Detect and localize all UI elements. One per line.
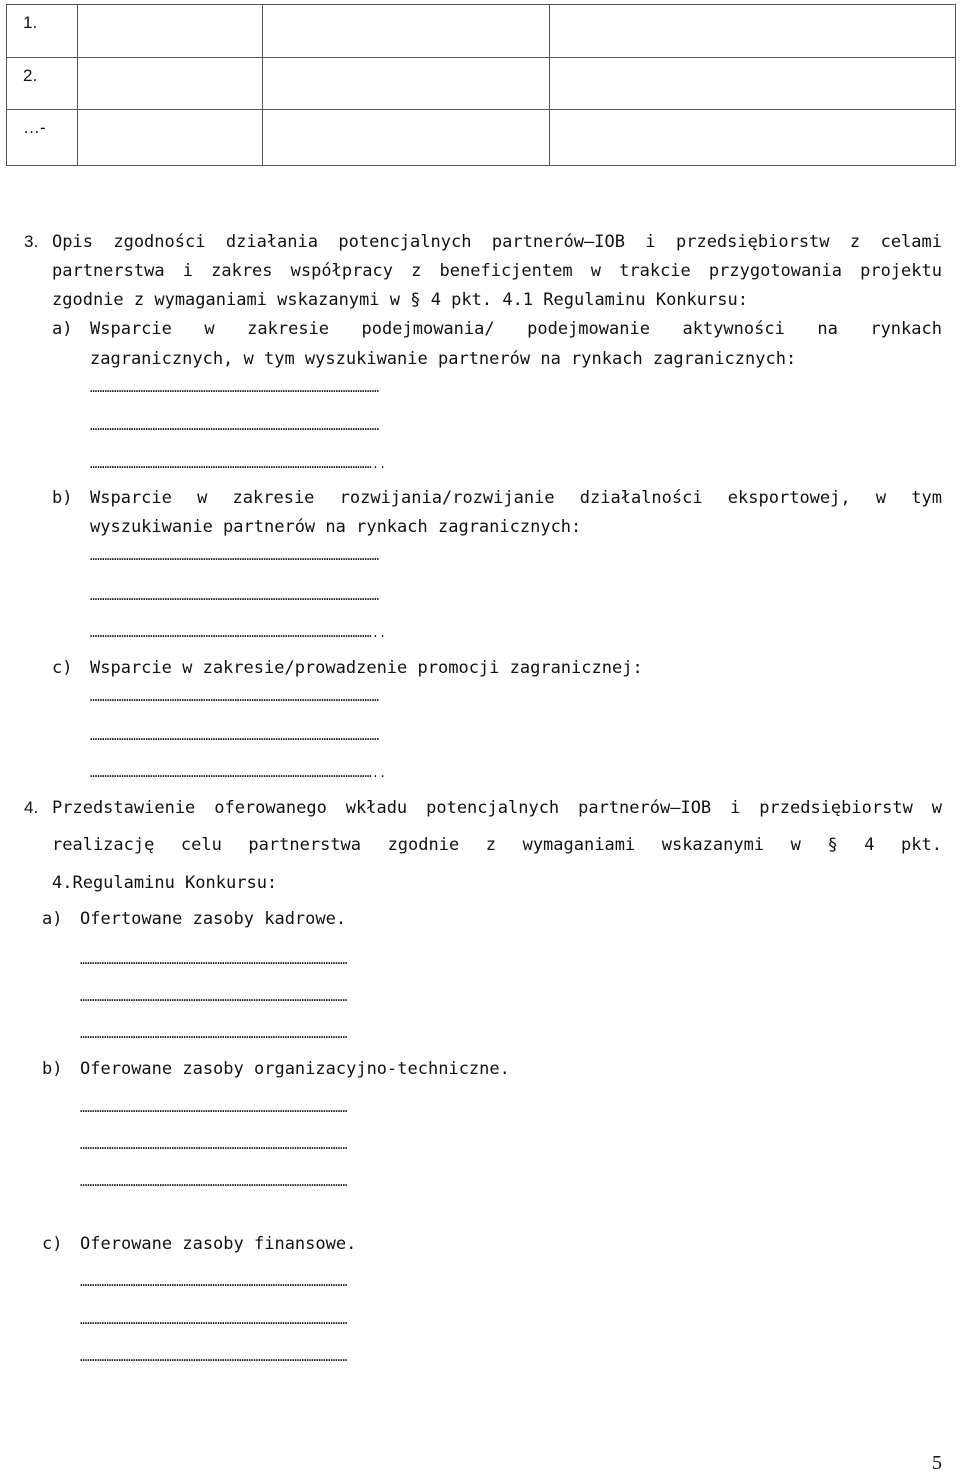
answer-line[interactable]: ………………………………………………………………………………………………………… [90, 729, 379, 743]
answer-line[interactable]: ………………………………………………………………………………………………… [80, 1138, 348, 1152]
table-cell [78, 58, 263, 110]
answer-line[interactable]: ………………………………………………………………………………………………… [80, 1350, 348, 1364]
table-cell [550, 5, 956, 58]
table-cell [263, 5, 550, 58]
answer-line[interactable]: ………………………………………………………………………………………………………… [90, 589, 379, 603]
row-number: …- [7, 110, 78, 166]
answer-line[interactable]: ………………………………………………………………………………………………… [80, 953, 348, 967]
item-4a-text: Ofertowane zasoby kadrowe. [80, 909, 347, 929]
item-4c-label: c) [42, 1234, 63, 1254]
item-3a-line-1: Wsparcie w zakresie podejmowania/ podejmowanie aktywności na rynkach [90, 319, 942, 339]
table-cell [263, 58, 550, 110]
row-number: 1. [7, 5, 78, 58]
table-row [7, 5, 956, 58]
answer-line[interactable]: ………………………………………………………………………………………………… [80, 1313, 348, 1327]
item-4a-label: a) [42, 909, 63, 929]
item-4b-text: Oferowane zasoby organizacyjno-techniczne. [80, 1059, 510, 1079]
item-3b-line-1: Wsparcie w zakresie rozwijania/rozwijanie działalności eksportowej, w tym [90, 488, 942, 508]
item-3b-label: b) [52, 488, 73, 508]
table-cell [550, 58, 956, 110]
answer-line[interactable]: ……………………………………………………………………………………………………….. [90, 626, 387, 640]
answer-line[interactable]: ……………………………………………………………………………………………………….. [90, 766, 387, 780]
item-3b-line-2: wyszukiwanie partnerów na rynkach zagranicznych: [90, 517, 582, 537]
section-3-line-2: partnerstwa i zakres współpracy z beneficjentem w trakcie przygotowania projektu [52, 261, 942, 281]
section-4-line-3: 4.Regulaminu Konkursu: [52, 873, 278, 893]
section-3-line-1: Opis zgodności działania potencjalnych partnerów–IOB i przedsiębiorstw z celami [52, 232, 942, 252]
answer-line[interactable]: ………………………………………………………………………………………………… [80, 1275, 348, 1289]
table-cell [78, 110, 263, 166]
answer-line[interactable]: ………………………………………………………………………………………………………… [90, 419, 379, 433]
section-4-number: 4. [24, 798, 39, 817]
table-row [7, 110, 956, 166]
answer-line[interactable]: ……………………………………………………………………………………………………….. [90, 457, 387, 471]
answer-line[interactable]: ………………………………………………………………………………………………………… [90, 690, 379, 704]
table-row [7, 58, 956, 110]
section-3-number: 3. [24, 232, 39, 251]
answer-line[interactable]: ………………………………………………………………………………………………………… [90, 549, 379, 563]
answer-line[interactable]: ………………………………………………………………………………………………… [80, 1175, 348, 1189]
table-cell [550, 110, 956, 166]
item-4b-label: b) [42, 1059, 63, 1079]
item-3a-label: a) [52, 319, 73, 339]
answer-line[interactable]: ………………………………………………………………………………………………… [80, 1027, 348, 1041]
row-number: 2. [7, 58, 78, 110]
page-number: 5 [932, 1452, 942, 1474]
table-cell [263, 110, 550, 166]
section-3-line-3: zgodnie z wymaganiami wskazanymi w § 4 pkt. 4.1 Regulaminu Konkursu: [52, 290, 748, 310]
section-4-line-2: realizację celu partnerstwa zgodnie z wymaganiami wskazanymi w § 4 pkt. [52, 835, 942, 855]
partners-table [6, 4, 956, 166]
table-cell [78, 5, 263, 58]
answer-line[interactable]: ………………………………………………………………………………………………… [80, 1101, 348, 1115]
item-4c-text: Oferowane zasoby finansowe. [80, 1234, 357, 1254]
section-4-line-1: Przedstawienie oferowanego wkładu potencjalnych partnerów–IOB i przedsiębiorstw w [52, 798, 942, 818]
item-3c-label: c) [52, 658, 73, 678]
answer-line[interactable]: ………………………………………………………………………………………………………… [90, 381, 379, 395]
item-3c-line-1: Wsparcie w zakresie/prowadzenie promocji zagranicznej: [90, 658, 643, 678]
item-3a-line-2: zagranicznych, w tym wyszukiwanie partnerów na rynkach zagranicznych: [90, 349, 797, 369]
answer-line[interactable]: ………………………………………………………………………………………………… [80, 990, 348, 1004]
